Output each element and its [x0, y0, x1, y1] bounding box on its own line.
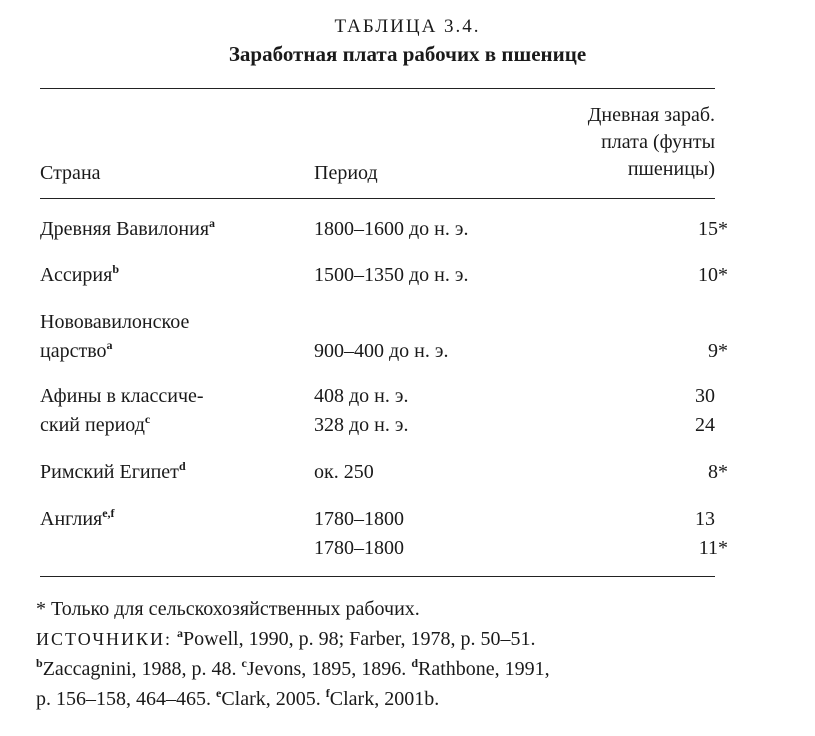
footnote-mark: f: [325, 686, 330, 700]
source-f: Clark, 2001b.: [329, 688, 440, 710]
footnote-mark: b: [112, 262, 119, 276]
source-d: Rathbone, 1991,: [418, 658, 550, 680]
footnote-mark: b: [36, 656, 43, 670]
footnote-mark: d: [411, 656, 418, 670]
table-row-country: [40, 506, 115, 532]
table-row-period: 1780–1800: [314, 508, 404, 530]
footnote-mark: e,f: [102, 506, 115, 520]
header-wage-line2: плата (фунты: [601, 131, 715, 153]
sources-label: ИСТОЧНИКИ:: [36, 629, 173, 649]
sources-line-3: [36, 684, 439, 714]
table-row-wage: 13: [695, 508, 715, 530]
table-row-wage: 9*: [708, 340, 728, 362]
table-row-wage: 30: [695, 385, 715, 407]
table-row-period: 1780–1800: [314, 537, 404, 559]
footnote-mark: a: [209, 216, 216, 230]
source-d-cont: p. 156–158, 464–465.: [36, 688, 211, 710]
footnote-mark: e: [216, 686, 222, 700]
header-wage-line3: пшеницы): [627, 158, 715, 180]
country-name: Римский Египет: [40, 461, 179, 483]
country-name: Ассирия: [40, 264, 113, 286]
table-row-wage: 10*: [698, 264, 728, 286]
source-c: Jevons, 1895, 1896.: [246, 658, 407, 680]
table-title: Заработная плата рабочих в пшенице: [228, 42, 587, 66]
top-rule: [40, 88, 715, 89]
table-row-country-line1: Афины в классиче-: [40, 385, 204, 407]
country-name: Англия: [40, 508, 103, 530]
source-b: Zaccagnini, 1988, p. 48.: [42, 658, 237, 680]
table-row-wage: 15*: [698, 218, 728, 240]
table-row-period: 1800–1600 до н. э.: [314, 218, 469, 240]
source-a: Powell, 1990, p. 98; Farber, 1978, p. 50–51.: [183, 628, 536, 650]
table-row-period: 1500–1350 до н. э.: [314, 264, 469, 286]
table-row-period: ок. 250: [314, 461, 374, 483]
table-row-country-line2: [40, 338, 113, 364]
sources-line-2: [36, 654, 550, 684]
table-row-country: [40, 216, 215, 242]
table-number: ТАБЛИЦА 3.4.: [334, 16, 481, 37]
star-note: * Только для сельскохозяйственных рабочих.: [36, 598, 420, 620]
footnote-mark: a: [177, 626, 184, 640]
table-row-period: 900–400 до н. э.: [314, 340, 449, 362]
footnote-mark: d: [178, 459, 186, 473]
table-row-period: 328 до н. э.: [314, 414, 409, 436]
bottom-rule: [40, 576, 715, 577]
table-row-country: [40, 262, 119, 288]
table-row-country: [40, 459, 186, 485]
footnote-mark: c: [144, 412, 151, 426]
table-row-wage: 24: [695, 414, 715, 436]
header-wage-line1: Дневная зараб.: [587, 104, 715, 126]
header-wage: [495, 102, 715, 183]
header-country: Страна: [40, 162, 101, 184]
table-row-wage: 8*: [708, 461, 728, 483]
table-row-period: 408 до н. э.: [314, 385, 409, 407]
country-name: Древняя Вавилония: [40, 218, 210, 240]
footnote-mark: c: [241, 656, 247, 670]
table-row-country-line1: Нововавилонское: [40, 311, 190, 333]
header-rule: [40, 198, 715, 199]
header-period: Период: [314, 162, 378, 184]
country-name: царство: [40, 340, 107, 362]
footnote-mark: a: [106, 338, 113, 352]
table-row-country-line2: [40, 412, 150, 438]
table-row-wage: 11*: [698, 537, 728, 559]
sources-line-1: [36, 624, 536, 654]
country-name: ский период: [40, 414, 145, 436]
source-e: Clark, 2005.: [221, 688, 321, 710]
